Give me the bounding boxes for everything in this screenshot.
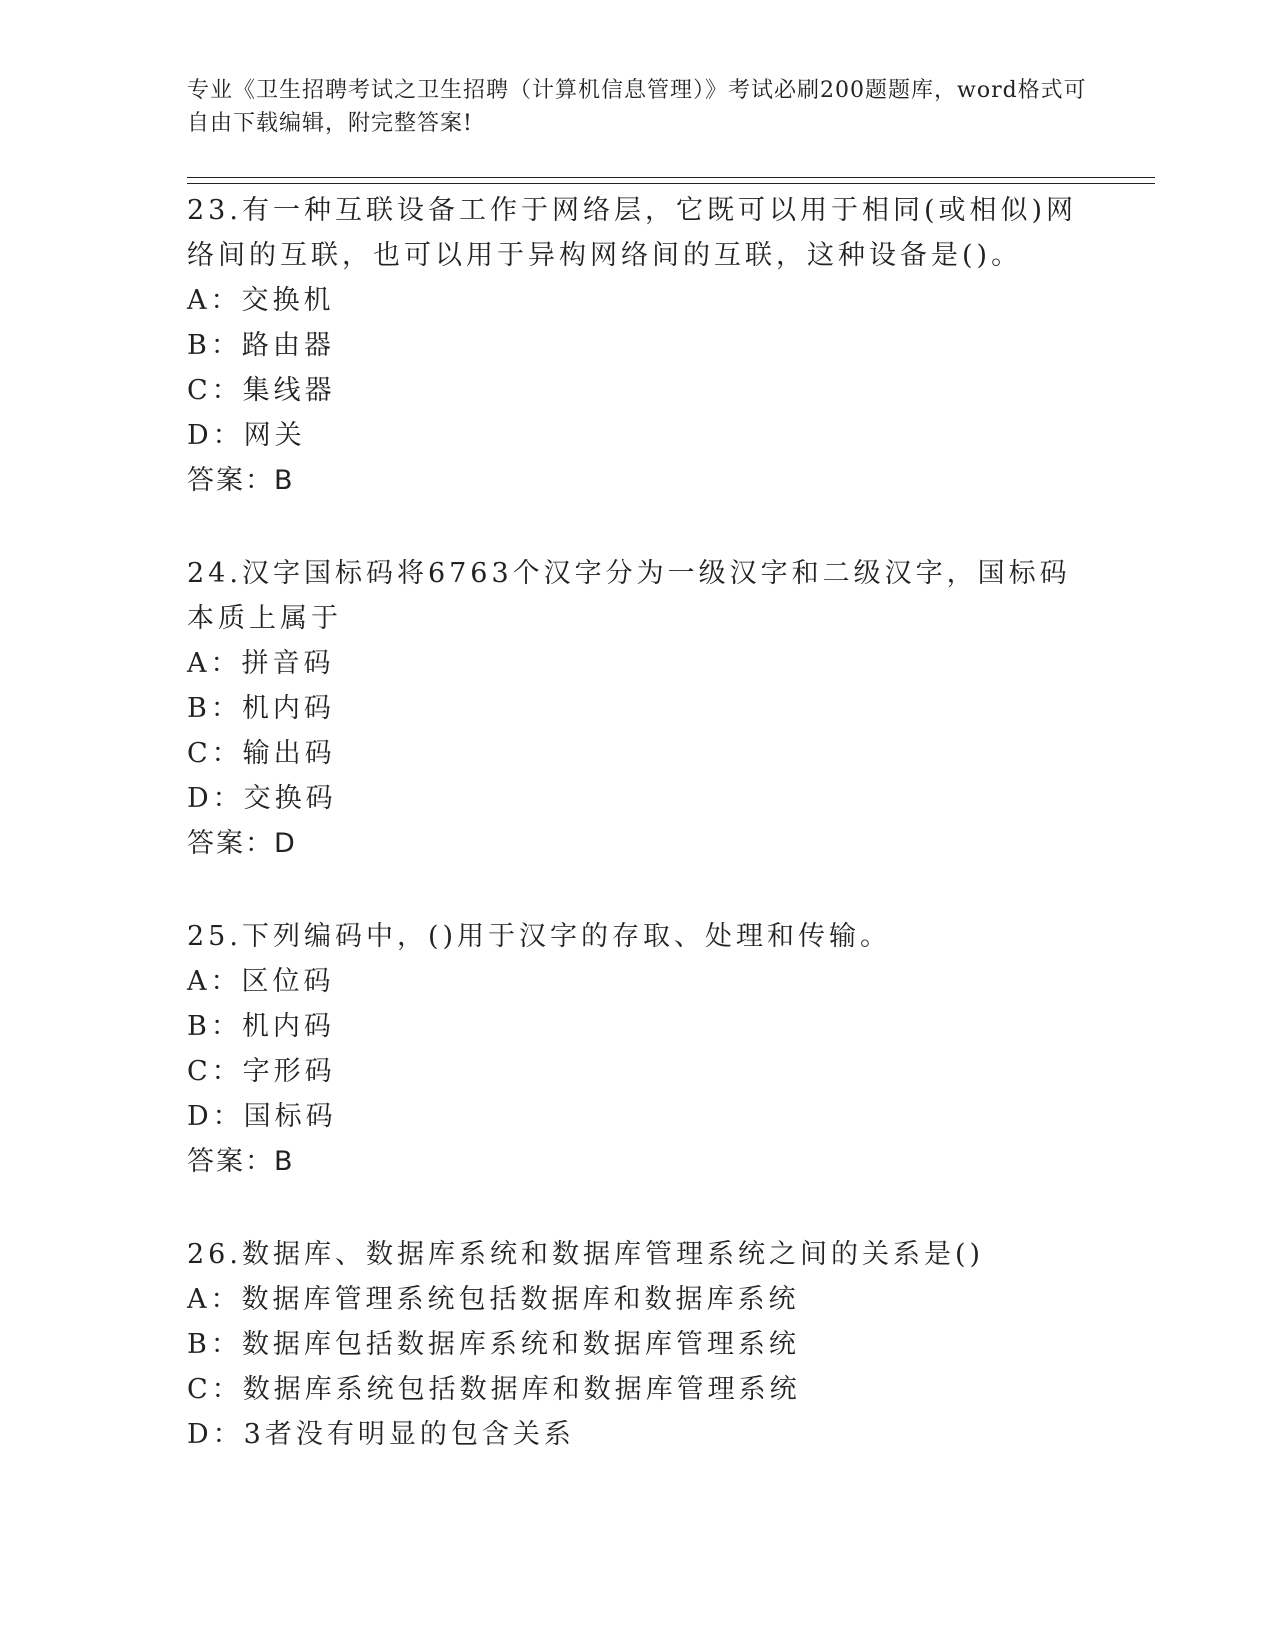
question-text: 24.汉字国标码将6763个汉字分为一级汉字和二级汉字，国标码本质上属于 (187, 558, 1071, 634)
option-a: A：区位码 (187, 966, 335, 997)
option-d: D：交换码 (187, 783, 337, 814)
document-intro: 专业《卫生招聘考试之卫生招聘（计算机信息管理）》考试必刷200题题库，word格式可自由下载编辑，附完整答案! (187, 78, 1087, 136)
option-a: A：数据库管理系统包括数据库和数据库系统 (187, 1284, 800, 1315)
option-b: B：路由器 (187, 330, 335, 361)
question-23 (187, 188, 1087, 503)
option-b: B：机内码 (187, 693, 335, 724)
header-divider-top (187, 177, 1155, 178)
option-c: C：字形码 (187, 1056, 336, 1087)
question-list (187, 188, 1087, 1505)
question-text: 25.下列编码中，()用于汉字的存取、处理和传输。 (187, 921, 892, 952)
answer: 答案：B (187, 465, 295, 496)
header-divider-bottom (187, 183, 1155, 184)
option-a: A：拼音码 (187, 648, 335, 679)
option-c: C：集线器 (187, 375, 336, 406)
question-25 (187, 914, 1087, 1184)
option-d: D：国标码 (187, 1101, 337, 1132)
option-a: A：交换机 (187, 285, 335, 316)
question-24 (187, 551, 1087, 866)
option-c: C：输出码 (187, 738, 336, 769)
option-c: C：数据库系统包括数据库和数据库管理系统 (187, 1374, 801, 1405)
option-d: D：网关 (187, 420, 306, 451)
question-text: 23.有一种互联设备工作于网络层，它既可以用于相同(或相似)网络间的互联，也可以用于异构网络间的互联，这种设备是()。 (187, 195, 1078, 271)
question-text: 26.数据库、数据库系统和数据库管理系统之间的关系是() (187, 1239, 985, 1270)
option-b: B：机内码 (187, 1011, 335, 1042)
question-26 (187, 1232, 1087, 1457)
answer: 答案：B (187, 1146, 295, 1177)
answer: 答案：D (187, 828, 297, 859)
option-d: D：3者没有明显的包含关系 (187, 1419, 575, 1450)
option-b: B：数据库包括数据库系统和数据库管理系统 (187, 1329, 800, 1360)
